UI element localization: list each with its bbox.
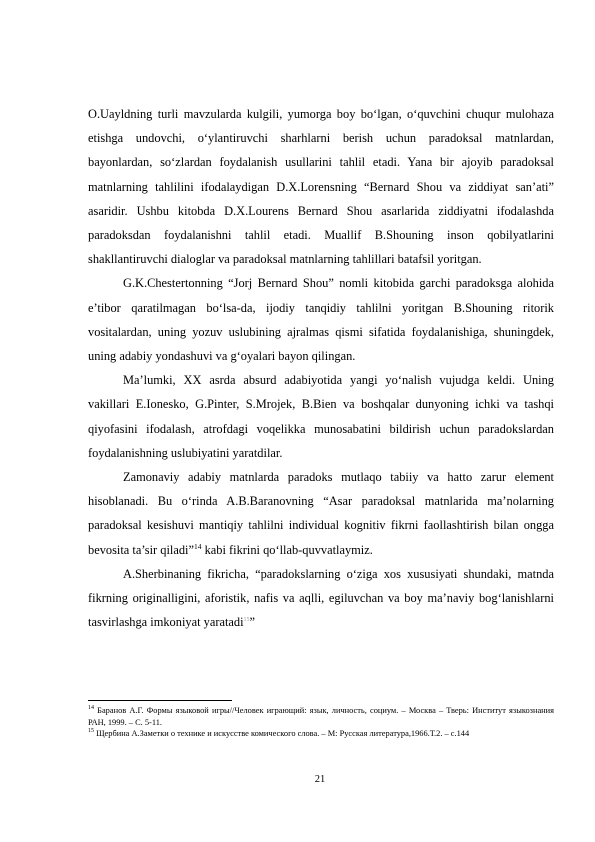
- footnote-15: [88, 728, 554, 740]
- footnote-ref-14[interactable]: 14: [193, 541, 202, 551]
- paragraph-5-text-end: ”: [249, 615, 256, 630]
- footnote-text: Баранов А.Г. Формы языковой игры//Человек играющий: язык, личность, социум. – Москва – Тверь: Институт языкознания РАН, 1999. – С. 5-11.: [88, 706, 554, 727]
- footnote-number: 15: [88, 728, 94, 734]
- footnote-ref-15[interactable]: 15: [243, 617, 250, 624]
- paragraph-1: O.Uayldning turli mavzularda kulgili, yumorga boy bo‘lgan, o‘quvchini chuqur mulohaza etishga undovchi, o‘ylantiruvchi sharhlarni berish uchun paradoksal matnlardan, bayonlardan, so‘zlardan foydalanish usullarini tahlil etadi. Yana bir ajoyib paradoksal matnlarning tahlilini ifodalaydigan D.X.Lorensning “Bernard Shou va ziddiyat san’ati” asaridir. Ushbu kitobda D.X.Lourens Bernard Shou asarlarida ziddiyatni ifodalashda paradoksdan foydalanishni tahlil etadi. Muallif B.Shouning inson qobilyatlarini shakllantiruvchi dialoglar va paradoksal matnlarning tahlillari batafsil yoritgan.: [88, 107, 554, 267]
- paragraph-3: Ma’lumki, XX asrda absurd adabiyotida yangi yo‘nalish vujudga keldi. Uning vakillari E.Ionesko, G.Pinter, S.Mrojek, B.Bien va boshqalar dunyoning ichki va tashqi qiyofasini ifodalash, atrofdagi voqelikka munosabatini bildirish uchun paradokslardan foydalanishning uslubiyatini yaratdilar.: [88, 373, 554, 460]
- main-text: [88, 102, 554, 634]
- footnote-number: 14: [88, 705, 94, 711]
- footnote-divider: [88, 700, 232, 701]
- footnote-text: Щербина А.Заметки о технике и искусстве комического слова. – М: Русская литература,1966.Т.2. – с.144: [94, 729, 470, 738]
- paragraph-5-text: A.Sherbinaning fikricha, “paradokslarning o‘ziga xos xususiyati shundaki, matnda fikrning originalligini, aforistik, nafis va aqlli, egiluvchan va boy ma’naviy bog‘lanishlarni tasvirlashga imkoniyat yaratadi: [88, 566, 554, 630]
- paragraph-4-text-end: kabi fikrini qo‘llab-quvvatlaymiz.: [201, 542, 373, 557]
- paragraph-4: [88, 465, 554, 562]
- page-number: 21: [314, 774, 326, 785]
- paragraph-4-text: Zamonaviy adabiy matnlarda paradoks mutlaqo tabiiy va hatto zarur element hisoblanadi. Bu o‘rinda A.B.Baranovning “Asar paradoksal matnlarida ma’nolarning paradoksal kesishuvi mantiqiy tahlilni individual kognitiv fikrni faollashtirish bilan ongga bevosita ta’sir qiladi”: [88, 470, 554, 557]
- footnotes: [88, 705, 554, 740]
- paragraph-2: G.K.Chestertonning “Jorj Bernard Shou” nomli kitobida garchi paradoksga alohida e’tibor qaratilmagan bo‘lsa-da, ijodiy tanqidiy tahlilni yoritgan B.Shouning ritorik vositalardan, uning yozuv uslubining ajralmas qismi sifatida foydalanishiga, shuningdek, uning adabiy yondashuvi va g‘oyalari bayon qilingan.: [88, 276, 554, 364]
- paragraph-5: [88, 562, 554, 635]
- footnote-14: [88, 705, 554, 728]
